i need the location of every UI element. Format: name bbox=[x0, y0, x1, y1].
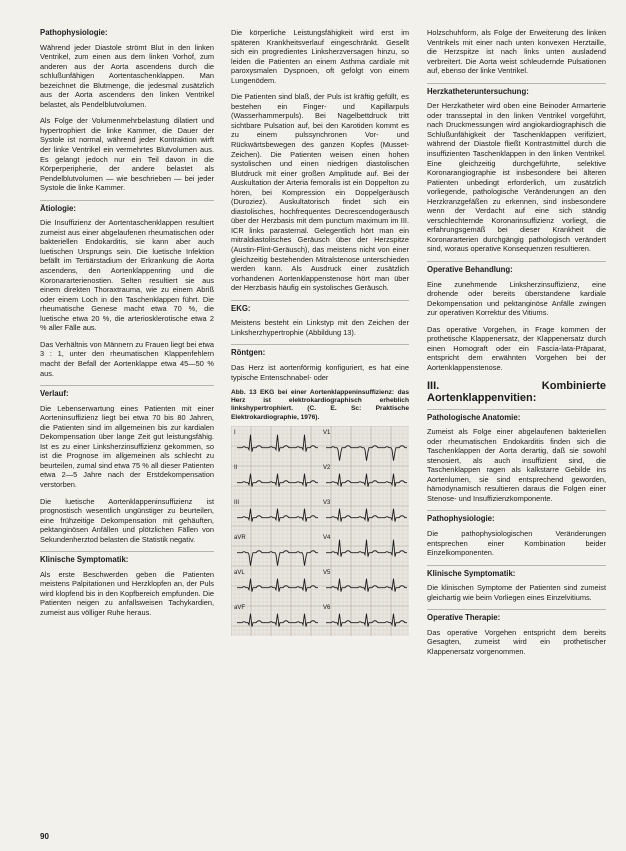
heading-aetiologie: Ätiologie: bbox=[40, 200, 214, 214]
ecg-background bbox=[231, 426, 409, 636]
paragraph: Als Folge der Volumenmehrbelastung dilatiert und hypertrophiert die linke Kammer, die Dauer der Systole ist normal, während jeder Kontraktion wirft der linke Ventrikel ein vermehrtes Blutvolumen aus. Es gelangt jedoch nur ein Teil davon in die Körperperipherie, der andere belastet als Pendelblutvolumen — wie beschrieben — bei jeder Systole die linke Kammer. bbox=[40, 116, 214, 193]
paragraph: Holzschuhform, als Folge der Erweiterung des linken Ventrikels mit einer nach unten konvexen Herztaille, die Herzspitze ist nach links unten ausladend verbreitert. Die Aorta weist schleudernde Pulsationen auf, ebenso der linke Ventrikel. bbox=[427, 28, 606, 76]
heading-pathologische-anatomie: Pathologische Anatomie: bbox=[427, 409, 606, 423]
paragraph: Meistens besteht ein Linkstyp mit den Zeichen der Linksherzhypertrophie (Abbildung 13). bbox=[231, 318, 409, 337]
paragraph: Die Lebenserwartung eines Patienten mit einer Aorteninsuffizienz liegt bei etwa 70 bis 80 Jahren, die Patienten sind im allgemeinen bis zur kardialen Dekompensation über lange Zeit gut leistungsfähig. Ist es zu einer Linksherzinsuffizienz gekommen, so ist die Prognose im allgemeinen als schlecht zu beurteilen, zumal sind etwa 75 % all dieser Patienten etwa 2—5 Jahre nach der Erstdekompensation verstorben. bbox=[40, 403, 214, 489]
heading-herzkatheter: Herzkatheteruntersuchung: bbox=[427, 83, 606, 97]
paragraph: Zumeist als Folge einer abgelaufenen bakteriellen oder rheumatischen Endokarditis finden sich die Taschenklappen der Aorta derartig, daß sie sowohl stenosiert, als auch insuffizient sind, die Taschenklappen ragen als kalkstarre Gebilde ins Aortenlumen, sie sind entsprechend geworden, hämodynamisch resultieren daraus die Folgen einer Stenose- und Insuffizienzkomponente. bbox=[427, 427, 606, 503]
heading-operative-behandlung: Operative Behandlung: bbox=[427, 261, 606, 275]
ecg-lead-label: I bbox=[234, 429, 236, 436]
heading-klinische-symptomatik: Klinische Symptomatik: bbox=[40, 551, 214, 565]
heading-roentgen: Röntgen: bbox=[231, 344, 409, 358]
heading-klinische-symptomatik: Klinische Symptomatik: bbox=[427, 565, 606, 579]
heading-pathophysiologie: Pathophysiologie: bbox=[40, 28, 108, 37]
heading-operative-therapie: Operative Therapie: bbox=[427, 609, 606, 623]
ecg-lead-label: III bbox=[234, 499, 240, 506]
paragraph: Die Insuffizienz der Aortentaschenklappen resultiert zumeist aus einer abgelaufenen rheumatischen oder bakteriellen Endokarditis, sie kann aber auch luetischen Ursprungs sein. Die luetische Infektion befällt im Tertiärstadium der Erkrankung die Aorta ascendens, den Aortenklappenring und die Koronararterienostien. Selten resultiert sie aus einem direkten Thoraxtrauma, wie zu einem Abriß oder einem Loch in den Taschenklappen führt. Die rheumatische Genese macht etwa 70 %, die luetische etwa 20 %, die arteriosklerotische etwa 2 % aller Fälle aus. bbox=[40, 218, 214, 333]
ecg-lead-label: aVL bbox=[234, 569, 245, 576]
paragraph: Das operative Vorgehen, in Frage kommen der prothetische Klappenersatz, der Klappenersatz durch einen Homograft oder ein Fascia-lata-Präparat, entspricht dem erwähnten Vorgehen bei der Aortenklappenstenose. bbox=[427, 324, 606, 372]
paragraph: Das Herz ist aortenförmig konfiguriert, es hat eine typische Entenschnabel- oder bbox=[231, 362, 409, 382]
heading-ekg: EKG: bbox=[231, 300, 409, 314]
paragraph: Das Verhältnis von Männern zu Frauen liegt bei etwa 3 : 1, unter den rheumatischen Klappenfehlern macht der Befall der Aortenklappe etwa 45—50 % aus. bbox=[40, 339, 214, 378]
paragraph: Die körperliche Leistungsfähigkeit wird erst im späteren Krankheitsverlauf eingeschränkt. Gesellt sich ein progredientes Linksherzversagen hinzu, so leiden die Patienten an einem Asthma cardiale mit paroxysmalen Dyspnoen, oft gefolgt von einem Lungenödem. bbox=[231, 28, 409, 85]
figure-caption: Abb. 13 EKG bei einer Aortenklappeninsuffizienz: das Herz ist elektrokardiographisch erheblich linkshypertrophiert. (C. E. Sc: Praktische Elektrokardiographie, 1976). bbox=[231, 389, 409, 421]
heading-verlauf: Verlauf: bbox=[40, 385, 214, 399]
paragraph: Die luetische Aortenklappeninsuffizienz ist prognostisch wesentlich ungünstiger zu beurteilen, eine frühzeitige Dekompensation mit gehäuften, pektanginösen Anfällen und plötzlichen Fällen von Sekundenherztod belasten die Statistik negativ. bbox=[40, 496, 214, 544]
ecg-lead-label: V2 bbox=[323, 464, 331, 471]
ecg-lead-label: aVR bbox=[234, 534, 246, 541]
ecg-lead-label: V4 bbox=[323, 534, 331, 541]
column-middle bbox=[231, 28, 409, 840]
paragraph: Eine zunehmende Linksherzinsuffizienz, eine drohende oder bereits überstandene kardiale Dekompensation und pektanginöse Anfälle zwingen zur operativen Korrektur des Vitiums. bbox=[427, 279, 606, 318]
page-number: 90 bbox=[40, 832, 49, 841]
paragraph: Der Herzkatheter wird oben eine Beinoder Armarterie oder transseptal in den linken Ventrikel vorgeführt, nach Druckmessungen wird angiokardiographisch die Schlußunfähigkeit der Taschenklappen verifiziert, während der Diastole fließt Kontrastmittel durch die insuffizienten Taschenklappen in den linken Ventrikel. Eine gleichzeitig durchgeführte, selektive Koronarangiographie ist insbesondere bei älteren Patienten unbedingt erforderlich, um zusätzlich vorliegende, pathologische Veränderungen an den Herzkranzgefäßen zu erkennen, sind insbesondere wenn der Verdacht auf eine sich ständig verschlechternde Koronarinsuffizienz vorliegt, die erfahrungsgemäß bei dieser Krankheit die Koronararterien durchgängig pathologisch verändert sind, woraus operative Konsequenzen resultieren. bbox=[427, 101, 606, 254]
ecg-lead-label: V3 bbox=[323, 499, 331, 506]
ecg-lead-label: V1 bbox=[323, 429, 331, 436]
ecg-lead-label: II bbox=[234, 464, 238, 471]
column-left bbox=[40, 28, 214, 840]
figure-ecg bbox=[231, 389, 409, 636]
heading-pathophysiologie: Pathophysiologie: bbox=[427, 510, 606, 524]
paragraph: Das operative Vorgehen entspricht dem bereits Gesagten, zumeist wird ein prothetischer Klappenersatz vorgenommen. bbox=[427, 627, 606, 656]
ecg-image bbox=[231, 426, 409, 636]
column-right bbox=[427, 28, 606, 840]
ecg-lead-label: V6 bbox=[323, 604, 331, 611]
section-title: III. Kombinierte Aortenklappenvitien: bbox=[427, 379, 606, 404]
paragraph: Als erste Beschwerden geben die Patienten meistens Palpitationen und Herzklopfen an, der Puls wird klopfend bis in den Kopfbereich empfunden. Die Patienten neigen zu anfallsweisen Tachykardien, zumeist aus völliger Ruhe heraus. bbox=[40, 569, 214, 617]
paragraph: Während jeder Diastole strömt Blut in den linken Ventrikel, zum einen aus dem linken Vorhof, zum anderen aus der Aorta ascendens durch die schlußunfähigen Aortentaschenklappen. Man bezeichnet die Blutmenge, die jedesmal zusätzlich aus der Aorta ascendens den linken Ventrikel belastet, als Pendelblutvolumen. bbox=[40, 42, 214, 109]
ecg-lead-label: V5 bbox=[323, 569, 331, 576]
ecg-lead-label: aVF bbox=[234, 604, 246, 611]
paragraph: Die pathophysiologischen Veränderungen entsprechen einer Kombination beider Einzelkomponenten. bbox=[427, 528, 606, 558]
paragraph: Die klinischen Symptome der Patienten sind zumeist gleichartig wie beim Vorliegen eines Einzelvitiums. bbox=[427, 583, 606, 602]
paragraph: Die Patienten sind blaß, der Puls ist kräftig gefüllt, es bestehen ein Finger- und Kapillarpuls (Wasserhammerpuls). Bei Nagelbettdruck tritt sichtbare Pulsation auf, bei den Karotiden kommt es zu einem pulssynchronen Vor- und Rückwärtsbewegen des ganzen Kopfes (Musset-Zeichen). Die Patienten weisen einen hohen systolischen und einen niedrigen diastolischen Blutdruck mit einer großen Amplitude auf. Bei der Auskultation der Arteria femoralis ist ein Doppelton zu hören, bei Kompression ein Doppelgeräusch (Duroziez). Auskultatorisch findet sich ein diastolisches, hochfrequentes Decrescendogeräusch über der Herzbasis mit dem punctum maximum im III. ICR links parasternal. Gelegentlich hört man ein mitraldiastolisches Geräusch über der Herzspitze (Austin-Flint-Geräusch), das meistens nicht von einer gleichzeitig bestehenden Mitralstenose unterschieden werden kann. Als Ausdruck einer zusätzlich vorhandenen Aortenklappenstenose hört man über der Herzbasis häufig ein systolisches Geräusch. bbox=[231, 92, 409, 293]
